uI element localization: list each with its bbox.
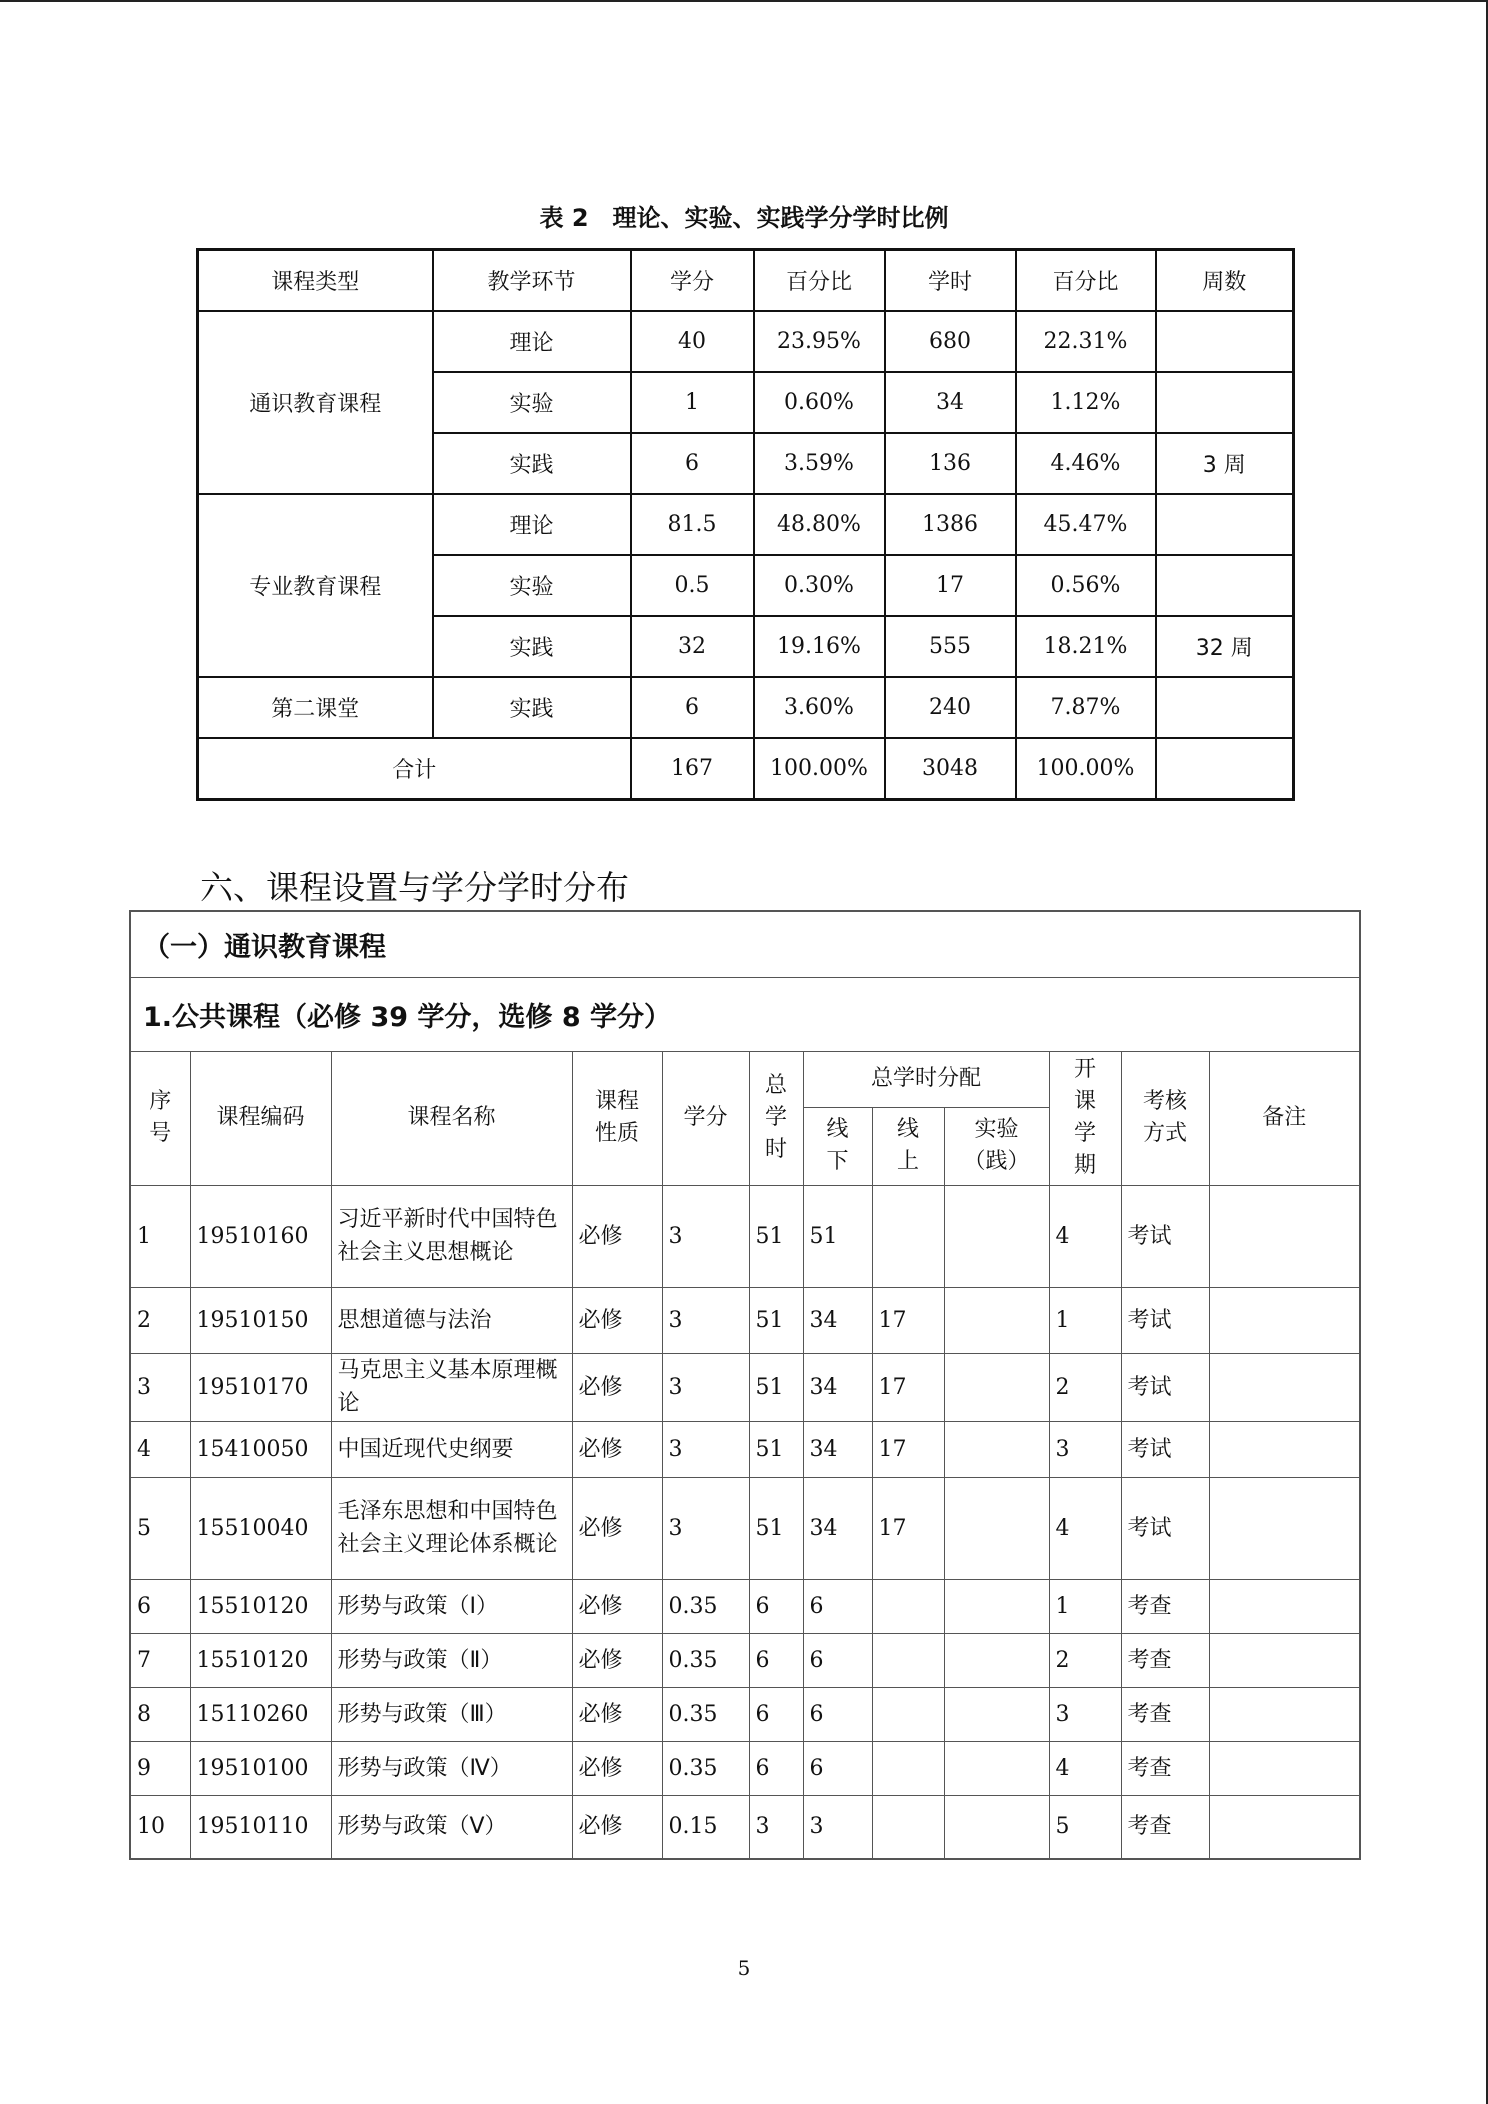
segment-cell: 实验 (433, 372, 631, 433)
table2-weeks-cell (1156, 311, 1294, 372)
remark-cell (1209, 1477, 1360, 1579)
practice-cell (944, 1687, 1049, 1741)
header-name: 课程名称 (331, 1051, 572, 1185)
assessment-cell: 考试 (1121, 1353, 1209, 1421)
seq-cell: 10 (130, 1795, 190, 1859)
table2-credit-cell: 6 (631, 677, 754, 738)
online-cell (872, 1633, 944, 1687)
offline-cell: 6 (803, 1579, 872, 1633)
offline-cell: 34 (803, 1353, 872, 1421)
table2-hours-pct-cell: 45.47% (1016, 494, 1156, 555)
total-hours-cell: 51 (749, 1421, 803, 1477)
segment-cell: 理论 (433, 311, 631, 372)
table2-weeks-cell: 3 周 (1156, 433, 1294, 494)
segment-cell: 实验 (433, 555, 631, 616)
code-cell: 15410050 (190, 1421, 331, 1477)
segment-cell: 实践 (433, 433, 631, 494)
header-online: 线上 (872, 1107, 944, 1185)
term-cell: 2 (1049, 1353, 1121, 1421)
term-cell: 2 (1049, 1633, 1121, 1687)
table2-hours-pct-cell: 4.46% (1016, 433, 1156, 494)
total-hours-cell: 3 (749, 1795, 803, 1859)
group-title: （一）通识教育课程 (130, 911, 1360, 977)
offline-cell: 51 (803, 1185, 872, 1287)
nature-cell: 必修 (572, 1741, 662, 1795)
online-cell (872, 1741, 944, 1795)
seq-cell: 5 (130, 1477, 190, 1579)
remark-cell (1209, 1579, 1360, 1633)
header-seq: 序号 (130, 1051, 190, 1185)
course-type-cell: 专业教育课程 (198, 494, 433, 677)
remark-cell (1209, 1795, 1360, 1859)
name-cell: 形势与政策（Ⅰ） (331, 1579, 572, 1633)
table2-hours-pct-cell: 0.56% (1016, 555, 1156, 616)
practice-cell (944, 1795, 1049, 1859)
header-term: 开课学期 (1049, 1051, 1121, 1185)
table2-credit-pct-cell: 23.95% (754, 311, 885, 372)
remark-cell (1209, 1633, 1360, 1687)
practice-cell (944, 1421, 1049, 1477)
remark-cell (1209, 1421, 1360, 1477)
public-course-table (129, 910, 1361, 1860)
name-cell: 中国近现代史纲要 (331, 1421, 572, 1477)
practice-cell (944, 1185, 1049, 1287)
total-hours-cell: 6 (749, 1741, 803, 1795)
code-cell: 19510160 (190, 1185, 331, 1287)
assessment-cell: 考查 (1121, 1741, 1209, 1795)
nature-cell: 必修 (572, 1287, 662, 1353)
header-hour-distribution: 总学时分配 (803, 1051, 1049, 1107)
name-cell: 形势与政策（Ⅲ） (331, 1687, 572, 1741)
code-cell: 15510040 (190, 1477, 331, 1579)
header-total-hours: 总学时 (749, 1051, 803, 1185)
sub-title: 1.公共课程（必修 39 学分，选修 8 学分） (130, 977, 1360, 1051)
total-hours-cell: 51 (749, 1185, 803, 1287)
offline-cell: 34 (803, 1421, 872, 1477)
total-hours-cell: 51 (749, 1287, 803, 1353)
practice-cell (944, 1477, 1049, 1579)
online-cell (872, 1687, 944, 1741)
table2-hours-pct-cell: 22.31% (1016, 311, 1156, 372)
course-row (130, 1477, 1360, 1579)
header-practice: 实验（践） (944, 1107, 1049, 1185)
table2-credit-cell: 1 (631, 372, 754, 433)
total-hours-cell: 51 (749, 1477, 803, 1579)
nature-cell: 必修 (572, 1795, 662, 1859)
assessment-cell: 考试 (1121, 1477, 1209, 1579)
segment-cell: 理论 (433, 494, 631, 555)
table2-credit-pct-cell: 0.30% (754, 555, 885, 616)
section-title: 六、课程设置与学分学时分布 (200, 868, 629, 907)
online-cell: 17 (872, 1421, 944, 1477)
credit-cell: 3 (662, 1287, 749, 1353)
table2-header-cell: 学分 (631, 250, 754, 312)
online-cell: 17 (872, 1353, 944, 1421)
name-cell: 思想道德与法治 (331, 1287, 572, 1353)
segment-cell: 实践 (433, 677, 631, 738)
page-number: 5 (737, 1956, 751, 1980)
course-row (130, 1421, 1360, 1477)
practice-cell (944, 1287, 1049, 1353)
table2-weeks-cell (1156, 372, 1294, 433)
table2-hours-cell: 240 (885, 677, 1016, 738)
credit-cell: 0.15 (662, 1795, 749, 1859)
seq-cell: 2 (130, 1287, 190, 1353)
table2-credit-cell: 40 (631, 311, 754, 372)
remark-cell (1209, 1687, 1360, 1741)
table2-row (198, 677, 1294, 738)
nature-cell: 必修 (572, 1579, 662, 1633)
assessment-cell: 考试 (1121, 1287, 1209, 1353)
total-hours-cell: 3048 (885, 738, 1016, 800)
remark-cell (1209, 1741, 1360, 1795)
table2-header-cell: 学时 (885, 250, 1016, 312)
table2-credit-cell: 6 (631, 433, 754, 494)
code-cell: 15110260 (190, 1687, 331, 1741)
table2-weeks-cell (1156, 494, 1294, 555)
table2-header-cell: 周数 (1156, 250, 1294, 312)
assessment-cell: 考查 (1121, 1687, 1209, 1741)
name-cell: 习近平新时代中国特色社会主义思想概论 (331, 1185, 572, 1287)
table2-credit-pct-cell: 0.60% (754, 372, 885, 433)
seq-cell: 3 (130, 1353, 190, 1421)
term-cell: 4 (1049, 1477, 1121, 1579)
table2-hours-cell: 136 (885, 433, 1016, 494)
nature-cell: 必修 (572, 1185, 662, 1287)
term-cell: 4 (1049, 1741, 1121, 1795)
offline-cell: 34 (803, 1287, 872, 1353)
table2-hours-pct-cell: 1.12% (1016, 372, 1156, 433)
table2-credit-pct-cell: 48.80% (754, 494, 885, 555)
assessment-cell: 考试 (1121, 1421, 1209, 1477)
table2-hours-pct-cell: 7.87% (1016, 677, 1156, 738)
total-weeks-cell (1156, 738, 1294, 800)
code-cell: 15510120 (190, 1579, 331, 1633)
seq-cell: 8 (130, 1687, 190, 1741)
credit-cell: 0.35 (662, 1633, 749, 1687)
nature-cell: 必修 (572, 1633, 662, 1687)
nature-cell: 必修 (572, 1687, 662, 1741)
offline-cell: 6 (803, 1741, 872, 1795)
assessment-cell: 考查 (1121, 1795, 1209, 1859)
term-cell: 3 (1049, 1421, 1121, 1477)
practice-cell (944, 1633, 1049, 1687)
segment-cell: 实践 (433, 616, 631, 677)
table2-credit-cell: 32 (631, 616, 754, 677)
header-remark: 备注 (1209, 1051, 1360, 1185)
term-cell: 1 (1049, 1287, 1121, 1353)
table2-header-cell: 教学环节 (433, 250, 631, 312)
online-cell (872, 1579, 944, 1633)
course-row (130, 1185, 1360, 1287)
table2-hours-cell: 17 (885, 555, 1016, 616)
remark-cell (1209, 1185, 1360, 1287)
nature-cell: 必修 (572, 1477, 662, 1579)
table2-hours-cell: 680 (885, 311, 1016, 372)
nature-cell: 必修 (572, 1353, 662, 1421)
course-row (130, 1579, 1360, 1633)
name-cell: 形势与政策（Ⅴ） (331, 1795, 572, 1859)
credit-cell: 3 (662, 1353, 749, 1421)
table2-credit-pct-cell: 19.16% (754, 616, 885, 677)
header-assessment: 考核方式 (1121, 1051, 1209, 1185)
offline-cell: 6 (803, 1687, 872, 1741)
table2-credit-pct-cell: 3.59% (754, 433, 885, 494)
code-cell: 19510110 (190, 1795, 331, 1859)
course-type-cell: 通识教育课程 (198, 311, 433, 494)
table2-header-row (198, 250, 1294, 312)
table2-caption: 表 2 理论、实验、实践学分学时比例 (539, 204, 949, 232)
term-cell: 4 (1049, 1185, 1121, 1287)
table2-weeks-cell (1156, 677, 1294, 738)
table2-hours-cell: 34 (885, 372, 1016, 433)
term-cell: 5 (1049, 1795, 1121, 1859)
total-credit-pct-cell: 100.00% (754, 738, 885, 800)
course-row (130, 1287, 1360, 1353)
course-row (130, 1687, 1360, 1741)
seq-cell: 6 (130, 1579, 190, 1633)
online-cell (872, 1795, 944, 1859)
table2-hours-cell: 1386 (885, 494, 1016, 555)
assessment-cell: 考查 (1121, 1579, 1209, 1633)
code-cell: 19510150 (190, 1287, 331, 1353)
total-label-cell: 合计 (198, 738, 631, 800)
term-cell: 1 (1049, 1579, 1121, 1633)
table2-credit-pct-cell: 3.60% (754, 677, 885, 738)
online-cell: 17 (872, 1287, 944, 1353)
table2-header-cell: 课程类型 (198, 250, 433, 312)
table2-header-cell: 百分比 (1016, 250, 1156, 312)
online-cell: 17 (872, 1477, 944, 1579)
table2-row (198, 494, 1294, 555)
course-row (130, 1633, 1360, 1687)
header-nature: 课程性质 (572, 1051, 662, 1185)
table2-hours-pct-cell: 18.21% (1016, 616, 1156, 677)
code-cell: 19510170 (190, 1353, 331, 1421)
term-cell: 3 (1049, 1687, 1121, 1741)
credit-cell: 0.35 (662, 1741, 749, 1795)
credit-cell: 3 (662, 1421, 749, 1477)
page-top-border (0, 0, 1488, 2)
total-credit-cell: 167 (631, 738, 754, 800)
credit-cell: 3 (662, 1477, 749, 1579)
credit-cell: 0.35 (662, 1579, 749, 1633)
total-hours-cell: 51 (749, 1353, 803, 1421)
course-row (130, 1741, 1360, 1795)
credit-ratio-table (196, 248, 1295, 801)
header-code: 课程编码 (190, 1051, 331, 1185)
total-hours-cell: 6 (749, 1579, 803, 1633)
online-cell (872, 1185, 944, 1287)
total-hours-cell: 6 (749, 1633, 803, 1687)
total-hours-cell: 6 (749, 1687, 803, 1741)
course-type-cell: 第二课堂 (198, 677, 433, 738)
credit-cell: 3 (662, 1185, 749, 1287)
assessment-cell: 考查 (1121, 1633, 1209, 1687)
remark-cell (1209, 1353, 1360, 1421)
credit-cell: 0.35 (662, 1687, 749, 1741)
table2-weeks-cell (1156, 555, 1294, 616)
seq-cell: 9 (130, 1741, 190, 1795)
code-cell: 15510120 (190, 1633, 331, 1687)
table2-credit-cell: 81.5 (631, 494, 754, 555)
seq-cell: 1 (130, 1185, 190, 1287)
offline-cell: 3 (803, 1795, 872, 1859)
name-cell: 形势与政策（Ⅱ） (331, 1633, 572, 1687)
course-row (130, 1353, 1360, 1421)
course-row (130, 1795, 1360, 1859)
header-credit: 学分 (662, 1051, 749, 1185)
table2-header-cell: 百分比 (754, 250, 885, 312)
table2-weeks-cell: 32 周 (1156, 616, 1294, 677)
seq-cell: 7 (130, 1633, 190, 1687)
table2-row (198, 311, 1294, 372)
name-cell: 毛泽东思想和中国特色社会主义理论体系概论 (331, 1477, 572, 1579)
table2-total-row (198, 738, 1294, 800)
assessment-cell: 考试 (1121, 1185, 1209, 1287)
offline-cell: 6 (803, 1633, 872, 1687)
total-hours-pct-cell: 100.00% (1016, 738, 1156, 800)
nature-cell: 必修 (572, 1421, 662, 1477)
practice-cell (944, 1741, 1049, 1795)
name-cell: 形势与政策（Ⅳ） (331, 1741, 572, 1795)
code-cell: 19510100 (190, 1741, 331, 1795)
practice-cell (944, 1353, 1049, 1421)
offline-cell: 34 (803, 1477, 872, 1579)
table2-credit-cell: 0.5 (631, 555, 754, 616)
remark-cell (1209, 1287, 1360, 1353)
seq-cell: 4 (130, 1421, 190, 1477)
name-cell: 马克思主义基本原理概论 (331, 1353, 572, 1421)
header-offline: 线下 (803, 1107, 872, 1185)
table2-hours-cell: 555 (885, 616, 1016, 677)
practice-cell (944, 1579, 1049, 1633)
